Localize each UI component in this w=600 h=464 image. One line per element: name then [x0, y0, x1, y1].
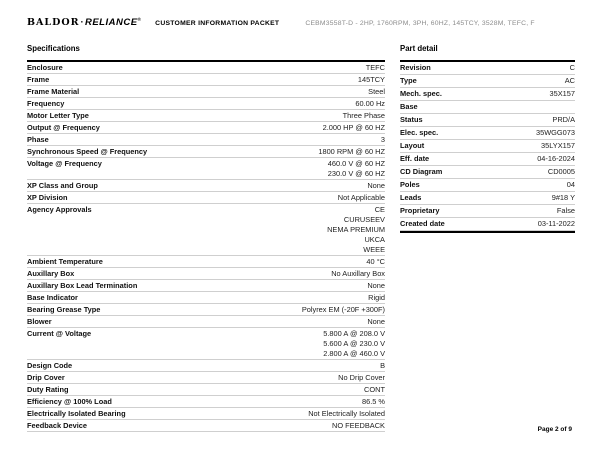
- row-value: C: [569, 63, 575, 72]
- row-label: Design Code: [27, 360, 73, 370]
- row-values: [74, 193, 385, 203]
- row-label: Base: [400, 102, 418, 111]
- row-value: 230.0 V @ 60 HZ: [327, 168, 385, 178]
- table-row: [400, 101, 575, 114]
- row-values: [451, 219, 575, 229]
- page-number: Page 2 of 9: [537, 426, 572, 433]
- row-label: Frame: [27, 74, 50, 84]
- row-value: None: [367, 316, 385, 326]
- row-label: Phase: [27, 134, 49, 144]
- logo-text-reliance: RELIANCE: [84, 17, 138, 29]
- row-values: [427, 193, 575, 203]
- row-value: 9#18 Y: [551, 193, 575, 202]
- row-label: Ambient Temperature: [27, 256, 103, 266]
- table-row: [400, 75, 575, 88]
- table-row: [27, 372, 385, 384]
- row-label: Electrically Isolated Bearing: [27, 408, 126, 418]
- row-value: 60.00 Hz: [355, 98, 385, 108]
- table-row: [27, 360, 385, 372]
- table-row: [400, 179, 575, 192]
- row-values: [448, 167, 575, 177]
- row-value: B: [380, 360, 385, 370]
- table-row: [27, 384, 385, 396]
- row-value: 86.5 %: [361, 396, 385, 406]
- row-value: 5.800 A @ 208.0 V: [323, 328, 385, 338]
- table-row: [400, 166, 575, 179]
- row-value: 35X157: [549, 89, 575, 98]
- row-values: [85, 87, 385, 97]
- row-value: 40 °C: [366, 256, 385, 266]
- row-values: [93, 421, 385, 431]
- row-value: 03-11-2022: [537, 219, 575, 228]
- row-label: Poles: [400, 180, 420, 189]
- row-values: [430, 141, 575, 151]
- row-values: [444, 128, 575, 138]
- row-label: Drip Cover: [27, 372, 65, 382]
- row-values: [437, 63, 575, 73]
- row-value: 04: [566, 180, 575, 189]
- row-value: [424, 102, 575, 112]
- part-detail-section: [400, 44, 575, 233]
- row-label: Duty Rating: [27, 384, 69, 394]
- row-value: None: [367, 180, 385, 190]
- row-values: [55, 75, 385, 85]
- row-values: [84, 293, 385, 303]
- row-value: False: [556, 206, 575, 215]
- row-label: Auxillary Box: [27, 268, 75, 278]
- row-label: Bearing Grease Type: [27, 304, 101, 314]
- row-value: 35LYX157: [541, 141, 575, 150]
- row-label: Voltage @ Frequency: [27, 158, 102, 168]
- row-label: XP Division: [27, 192, 68, 202]
- table-row: [27, 158, 385, 180]
- table-row: [27, 292, 385, 304]
- row-value: 35WGG073: [535, 128, 575, 137]
- row-label: Created date: [400, 219, 445, 228]
- row-value: CD0005: [547, 167, 575, 176]
- row-values: [118, 397, 385, 407]
- table-row: [27, 62, 385, 74]
- row-values: [445, 206, 575, 216]
- row-value: AC: [564, 76, 575, 85]
- row-value: Polyrex EM (-20F +300F): [301, 304, 385, 314]
- specifications-heading: Specifications: [27, 44, 80, 53]
- row-label: Base Indicator: [27, 292, 78, 302]
- row-value: NEMA PREMIUM: [327, 224, 385, 234]
- table-row: [400, 62, 575, 75]
- table-row: [27, 304, 385, 316]
- logo-separator-dot: ·: [80, 17, 84, 29]
- row-values: [132, 409, 385, 419]
- table-row: [27, 86, 385, 98]
- table-row: [400, 205, 575, 218]
- table-row: [27, 408, 385, 420]
- row-values: [435, 154, 575, 164]
- row-value: 1800 RPM @ 60 HZ: [318, 146, 385, 156]
- table-row: [27, 122, 385, 134]
- row-values: [71, 373, 385, 383]
- row-label: Proprietary: [400, 206, 440, 215]
- row-value: 145TCY: [357, 74, 385, 84]
- row-value: Not Electrically Isolated: [308, 408, 385, 418]
- row-value: NO FEEDBACK: [332, 420, 385, 430]
- row-value: PRD/A: [552, 115, 575, 124]
- row-values: [97, 329, 385, 359]
- row-value: 04-16-2024: [537, 154, 575, 163]
- row-label: XP Class and Group: [27, 180, 98, 190]
- row-value: Steel: [368, 86, 385, 96]
- row-values: [429, 115, 575, 125]
- row-values: [80, 269, 385, 279]
- part-detail-heading: Part detail: [400, 44, 438, 53]
- row-value: CURUSEEV: [343, 214, 385, 224]
- row-label: Agency Approvals: [27, 204, 92, 214]
- baldor-reliance-logo: [27, 17, 141, 28]
- table-row: [400, 88, 575, 101]
- registered-trademark-icon: ®: [137, 17, 142, 22]
- row-label: Feedback Device: [27, 420, 87, 430]
- row-value: No Auxillary Box: [331, 268, 385, 278]
- row-value: Not Applicable: [337, 192, 385, 202]
- row-value: Rigid: [368, 292, 385, 302]
- table-row: [27, 328, 385, 360]
- row-label: Layout: [400, 141, 425, 150]
- row-value: Three Phase: [342, 110, 385, 120]
- table-row: [27, 110, 385, 122]
- row-values: [108, 159, 385, 179]
- row-values: [70, 99, 385, 109]
- row-label: Blower: [27, 316, 52, 326]
- row-label: Enclosure: [27, 62, 63, 72]
- row-values: [78, 361, 385, 371]
- row-value: No Drip Cover: [338, 372, 385, 382]
- row-values: [153, 147, 385, 157]
- row-label: Elec. spec.: [400, 128, 439, 137]
- row-label: Current @ Voltage: [27, 328, 92, 338]
- row-value: 2.800 A @ 460.0 V: [323, 348, 385, 358]
- row-value: 2.000 HP @ 60 HZ: [322, 122, 385, 132]
- motor-model-description: CEBM3558T-D - 2HP, 1760RPM, 3PH, 60HZ, 145TCY, 3528M, TEFC, F: [305, 20, 535, 28]
- row-value: WEEE: [363, 244, 385, 254]
- row-value: 3: [380, 134, 385, 144]
- row-label: Revision: [400, 63, 431, 72]
- table-row: [400, 192, 575, 205]
- row-values: [104, 181, 385, 191]
- table-row: [27, 134, 385, 146]
- row-label: Status: [400, 115, 423, 124]
- table-row: [27, 268, 385, 280]
- table-row: [400, 140, 575, 153]
- row-values: [106, 305, 385, 315]
- row-values: [106, 123, 385, 133]
- row-label: Eff. date: [400, 154, 430, 163]
- row-label: Leads: [400, 193, 422, 202]
- table-row: [27, 256, 385, 268]
- row-values: [448, 89, 575, 99]
- row-values: [55, 135, 385, 145]
- table-row: [27, 74, 385, 86]
- row-values: [95, 111, 385, 121]
- table-row: [27, 180, 385, 192]
- row-values: [143, 281, 385, 291]
- row-label: Efficiency @ 100% Load: [27, 396, 112, 406]
- row-label: Mech. spec.: [400, 89, 442, 98]
- row-values: [424, 102, 575, 112]
- row-values: [109, 257, 385, 267]
- row-label: Output @ Frequency: [27, 122, 100, 132]
- row-label: Synchronous Speed @ Frequency: [27, 146, 148, 156]
- row-value: CE: [374, 204, 385, 214]
- row-label: Frame Material: [27, 86, 80, 96]
- row-value: 5.600 A @ 230.0 V: [323, 338, 385, 348]
- row-value: None: [367, 280, 385, 290]
- row-values: [426, 180, 575, 190]
- row-label: Type: [400, 76, 417, 85]
- row-value: CONT: [364, 384, 385, 394]
- row-label: Auxillary Box Lead Termination: [27, 280, 138, 290]
- specifications-section: [27, 44, 385, 432]
- table-row: [27, 280, 385, 292]
- table-row: [400, 153, 575, 166]
- row-value: 460.0 V @ 60 HZ: [327, 158, 385, 168]
- table-row: [27, 420, 385, 432]
- row-label: Motor Letter Type: [27, 110, 89, 120]
- document-title: CUSTOMER INFORMATION PACKET: [155, 20, 280, 28]
- table-row: [27, 192, 385, 204]
- table-row: [27, 98, 385, 110]
- row-values: [423, 76, 575, 86]
- row-label: CD Diagram: [400, 167, 443, 176]
- table-row: [400, 114, 575, 127]
- table-row: [400, 127, 575, 140]
- table-row: [27, 396, 385, 408]
- specifications-table: [27, 60, 385, 432]
- row-values: [74, 385, 385, 395]
- table-row: [27, 146, 385, 158]
- part-detail-table: [400, 60, 575, 233]
- row-values: [58, 317, 385, 327]
- row-values: [98, 205, 385, 255]
- table-row: [27, 316, 385, 328]
- row-values: [69, 63, 385, 73]
- row-value: UKCA: [364, 234, 385, 244]
- row-value: TEFC: [365, 62, 385, 72]
- row-label: Frequency: [27, 98, 65, 108]
- logo-text-baldor: BALDOR: [27, 17, 80, 29]
- page-header: [27, 17, 575, 28]
- table-row: [400, 218, 575, 231]
- table-row: [27, 204, 385, 256]
